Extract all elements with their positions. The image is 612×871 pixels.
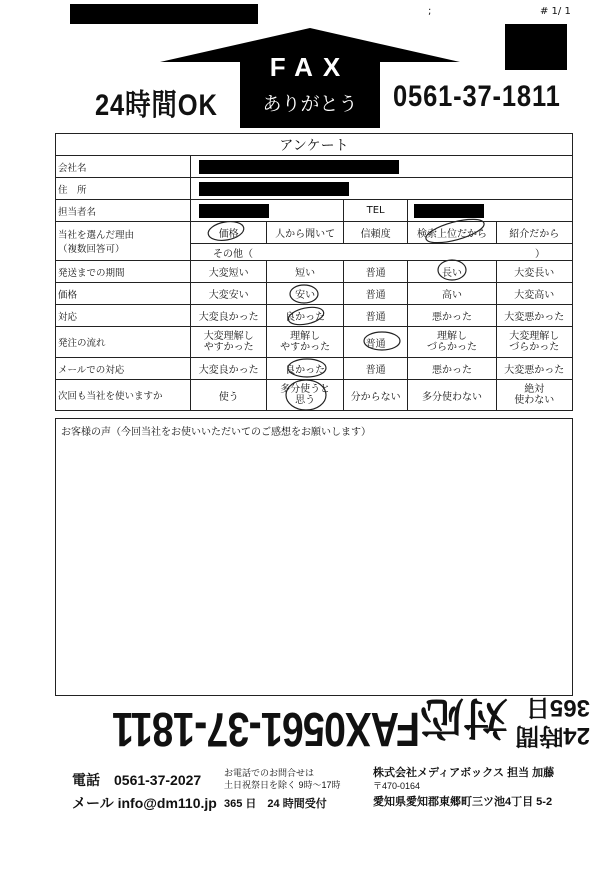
survey-table xyxy=(55,133,573,411)
option[interactable]: 悪かった xyxy=(408,305,496,327)
row-label: 価格 xyxy=(56,283,191,305)
customer-voice-label: お客様の声（今回当社をお使いいただいてのご感想をお願いします） xyxy=(61,427,371,438)
footer-phone: 電話 0561-37-2027 xyxy=(72,772,202,788)
option[interactable]: 安い xyxy=(267,283,343,305)
option[interactable]: 価格 xyxy=(191,222,267,244)
option[interactable]: 絶対 使わない xyxy=(496,380,572,411)
redacted-sender xyxy=(70,4,258,24)
contact-field[interactable] xyxy=(191,200,344,222)
footer-address: 愛知県愛知郡東郷町三ツ池4丁目 5-2 xyxy=(373,796,553,808)
option[interactable]: 大変悪かった xyxy=(496,305,572,327)
customer-voice-field[interactable] xyxy=(55,418,573,696)
survey-title: アンケート xyxy=(56,134,573,156)
option[interactable]: 人から聞いて xyxy=(267,222,343,244)
option[interactable]: 普通 xyxy=(343,261,408,283)
option[interactable]: 大変理解し づらかった xyxy=(496,327,572,358)
band-days: 365日 xyxy=(525,694,590,721)
option[interactable]: 長い xyxy=(408,261,496,283)
band-taio: 対応 xyxy=(420,693,508,742)
fax-number: 0561-37-1811 xyxy=(393,80,561,113)
option[interactable]: 理解し やすかった xyxy=(267,327,343,358)
footer-company: 株式会社メディアボックス 担当 加藤 xyxy=(373,767,555,779)
row-label: 次回も当社を使いますか xyxy=(56,380,191,411)
inverted-fax-band xyxy=(60,693,590,756)
tel-label: TEL xyxy=(343,200,408,222)
row-label: メールでの対応 xyxy=(56,358,191,380)
option[interactable]: 大変良かった xyxy=(191,305,267,327)
fax-box xyxy=(240,50,380,128)
semicolon-mark: ; xyxy=(428,6,432,17)
row-label: 発注の流れ xyxy=(56,327,191,358)
option[interactable]: 大変長い xyxy=(496,261,572,283)
page-marker: # 1/ 1 xyxy=(540,6,571,17)
option[interactable]: 悪かった xyxy=(408,358,496,380)
band-fax-number: FAX0561-37-1811 xyxy=(112,702,420,755)
option[interactable]: 大変短い xyxy=(191,261,267,283)
option[interactable]: 普通 xyxy=(343,358,408,380)
footer-reception: 365 日 24 時間受付 xyxy=(224,798,327,810)
option[interactable]: 高い xyxy=(408,283,496,305)
contact-label: 担当者名 xyxy=(56,200,191,222)
option[interactable]: 短い xyxy=(267,261,343,283)
option[interactable]: 大変良かった xyxy=(191,358,267,380)
row-label: 対応 xyxy=(56,305,191,327)
option[interactable]: 大変理解し やすかった xyxy=(191,327,267,358)
row-label: 発送までの期間 xyxy=(56,261,191,283)
option[interactable]: 大変高い xyxy=(496,283,572,305)
hours-ok-text: 24時間OK xyxy=(95,89,218,122)
company-field[interactable] xyxy=(191,156,573,178)
option[interactable]: 大変安い xyxy=(191,283,267,305)
thanks-text: ありがとう xyxy=(262,93,358,115)
option[interactable]: 使う xyxy=(191,380,267,411)
redacted-stamp xyxy=(505,24,567,70)
address-label: 住 所 xyxy=(56,178,191,200)
option[interactable]: 分からない xyxy=(343,380,408,411)
option[interactable]: 検索上位だから xyxy=(408,222,496,244)
other-close: ） xyxy=(535,248,545,260)
other-field[interactable] xyxy=(191,244,573,261)
other-label: その他（ xyxy=(213,248,253,260)
option[interactable]: 良かった xyxy=(267,305,343,327)
option[interactable]: 普通 xyxy=(343,327,408,358)
option[interactable]: 理解し づらかった xyxy=(408,327,496,358)
company-label: 会社名 xyxy=(56,156,191,178)
option[interactable]: 普通 xyxy=(343,305,408,327)
footer-zip: 〒470-0164 xyxy=(373,781,421,791)
band-hours: 24時間 xyxy=(515,722,590,749)
option[interactable]: 良かった xyxy=(267,358,343,380)
reason-label: 当社を選んだ理由 （複数回答可） xyxy=(56,222,191,261)
footer-weekdays: 土日祝祭日を除く 9時～17時 xyxy=(224,780,341,790)
tel-field[interactable] xyxy=(408,200,573,222)
fax-label: FAX xyxy=(269,52,351,82)
footer-inquiry: お電話でのお問合せは xyxy=(224,768,315,778)
option[interactable]: 多分使うと 思う xyxy=(267,380,343,411)
footer-email: メール info@dm110.jp xyxy=(72,795,217,811)
option[interactable]: 紹介だから xyxy=(496,222,572,244)
option[interactable]: 大変悪かった xyxy=(496,358,572,380)
address-field[interactable] xyxy=(191,178,573,200)
option[interactable]: 信頼度 xyxy=(343,222,408,244)
option[interactable]: 多分使わない xyxy=(408,380,496,411)
option[interactable]: 普通 xyxy=(343,283,408,305)
